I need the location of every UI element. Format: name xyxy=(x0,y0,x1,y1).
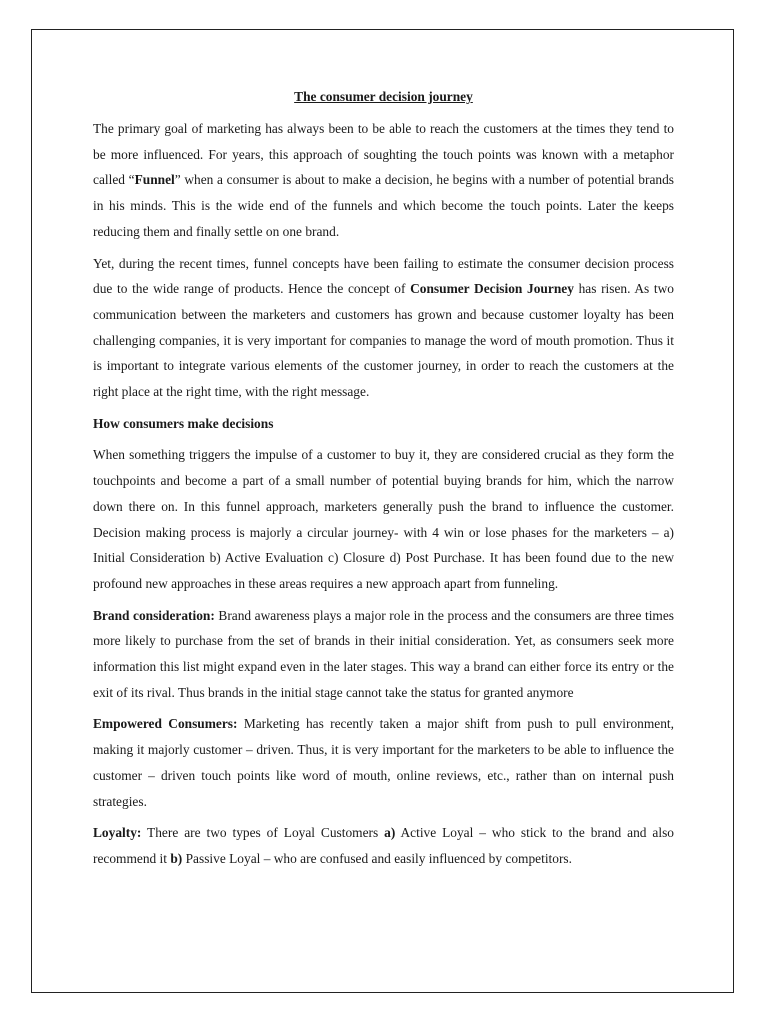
loyalty-text-a: There are two types of Loyal Customers xyxy=(141,825,385,841)
paragraph-intro-text-a: The primary goal of marketing has always been to be able to reach the customers at the times they tend to be more influenced. For years, this approach of soughting the touch points was known with a metaphor called “ xyxy=(93,121,674,188)
empowered-consumers-text: Marketing has recently taken a major shift from push to pull environment, making it majorly customer – driven. Thus, it is very important for the marketers to be able to influence the customer – driven touch points like word of mouth, online reviews, etc., rather than on internal push strategies. xyxy=(93,716,674,809)
document-body xyxy=(93,86,674,878)
section-heading-decisions: How consumers make decisions xyxy=(93,415,274,431)
loyalty-marker-a: a) xyxy=(384,825,396,841)
loyalty-label: Loyalty: xyxy=(93,825,142,841)
paragraph-journey-text-b: has risen. As two communication between the marketers and customers has grown and because customer loyalty has been challenging companies, it is very important for companies to manage the word of mouth promotion. Thus it is important to integrate various elements of the customer journey, in order to reach the customers at the right place at the right time, with the right message. xyxy=(93,281,674,400)
brand-consideration-label: Brand consideration: xyxy=(93,607,215,623)
paragraph-intro-text-b: ” when a consumer is about to make a decision, he begins with a number of potential brands in his minds. This is the wide end of the funnels and which become the touch points. Later the keeps reducing them and finally settle on one brand. xyxy=(93,172,674,239)
brand-consideration-text: Brand awareness plays a major role in the process and the consumers are three times more likely to purchase from the set of brands in their initial consideration. Yet, as consumers seek more information this list might expand even in the later stages. This way a brand can either force its entry or the exit of its rival. Thus brands in the initial stage cannot take the status for granted anymore xyxy=(93,607,674,700)
document-title: The consumer decision journey xyxy=(294,89,473,104)
loyalty-text-b: Active Loyal – who stick to the brand and also recommend it xyxy=(93,825,674,866)
paragraph-decisions: When something triggers the impulse of a customer to buy it, they are considered crucial as they form the touchpoints and become a part of a small number of potential buying brands for him, which the narrow down there on. In this funnel approach, marketers generally push the brand to influence the customer. Decision making process is majorly a circular journey- with 4 win or lose phases for the marketers – a) Initial Consideration b) Active Evaluation c) Closure d) Post Purchase. It has been found due to the new profound new approaches in these areas requires a new approach apart from funneling. xyxy=(93,447,674,591)
paragraph-journey xyxy=(93,251,674,405)
empowered-consumers-label: Empowered Consumers: xyxy=(93,716,238,732)
paragraph-journey-text-a: Yet, during the recent times, funnel concepts have been failing to estimate the consumer decision process due to the wide range of products. Hence the concept of xyxy=(93,255,674,297)
paragraph-intro xyxy=(93,116,674,245)
loyalty-text-c: Passive Loyal – who are confused and easily influenced by competitors. xyxy=(182,850,572,866)
paragraph-empowered-consumers xyxy=(93,711,674,814)
paragraph-brand-consideration xyxy=(93,603,674,706)
funnel-term: Funnel xyxy=(134,172,175,188)
consumer-decision-journey-term: Consumer Decision Journey xyxy=(410,281,574,297)
loyalty-marker-b: b) xyxy=(170,850,183,866)
paragraph-loyalty xyxy=(93,820,674,871)
